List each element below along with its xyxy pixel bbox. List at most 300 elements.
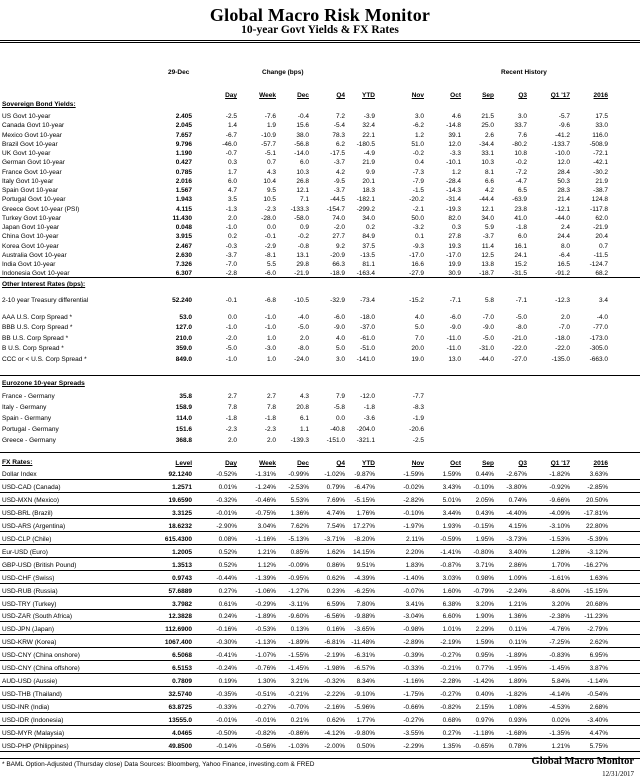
- bonds-value: -2.1: [412, 205, 424, 213]
- fx-value: -1.82%: [506, 691, 527, 699]
- bonds-value: -0.3: [225, 242, 237, 250]
- fx-value: 0.52%: [218, 561, 237, 569]
- fx-value: -2.22%: [324, 691, 345, 699]
- fx-row-level: 32.5740: [168, 691, 192, 699]
- bonds-value: -17.0: [409, 251, 424, 259]
- bonds-value: -7.2: [515, 168, 527, 176]
- level-header: Level: [175, 460, 192, 467]
- fx-value: -0.21%: [440, 665, 461, 673]
- bonds-value: -124.7: [589, 261, 608, 268]
- bonds-value: 0.1: [414, 233, 424, 241]
- bonds-row-name: US Govt 10-year: [2, 113, 51, 120]
- fx-value: 6.59%: [326, 600, 345, 608]
- spreads-value: -2.3: [264, 426, 276, 433]
- bonds-value: 22.1: [362, 131, 375, 139]
- fx-value: -11.23%: [584, 613, 608, 621]
- bonds-value: -2.8: [225, 270, 237, 278]
- fx-row-rule: [0, 725, 640, 726]
- fx-row-rule: [0, 738, 640, 739]
- fx-value: -0.27%: [255, 704, 276, 712]
- bonds-value: 4.2: [484, 187, 494, 194]
- spreads-value: -7.7: [412, 393, 424, 400]
- rates-value: -31.0: [479, 345, 494, 353]
- fx-value: -2.53%: [288, 483, 309, 491]
- fx-value: -1.27%: [288, 587, 309, 595]
- fx-value: -0.15%: [473, 522, 494, 530]
- bonds-value: 32.4: [362, 122, 375, 130]
- fx-value: 0.61%: [218, 600, 237, 608]
- bonds-value: -56.8: [294, 140, 309, 148]
- bonds-value: 12.0: [448, 140, 461, 148]
- fx-row-rule: [0, 609, 640, 610]
- bonds-value: -3.7: [333, 187, 345, 194]
- bonds-value: -4.7: [515, 177, 527, 185]
- fx-value: -6.56%: [324, 613, 345, 621]
- rates-value: -8.0: [515, 324, 527, 332]
- title-rule-1: [0, 40, 640, 41]
- fx-value: -1.95%: [506, 665, 527, 673]
- rates-value: -15.2: [409, 297, 424, 304]
- fx-value: -0.24%: [216, 665, 237, 673]
- fx-value: 6.60%: [442, 613, 461, 621]
- fx-row-level: 1.2005: [172, 548, 192, 556]
- fx-value: -0.65%: [473, 742, 494, 750]
- bonds-section-title: Sovereign Bond Yields:: [2, 101, 76, 108]
- fx-value: -2.19%: [440, 639, 461, 647]
- fx-value: 0.44%: [475, 471, 494, 478]
- bonds-row-level: 4.115: [176, 205, 192, 213]
- fx-value: -0.44%: [216, 574, 237, 582]
- fx-value: 5.84%: [551, 678, 570, 686]
- bonds-row-name: France Govt 10-year: [2, 168, 62, 176]
- bonds-value: -0.2: [297, 233, 309, 241]
- bonds-value: -3.2: [412, 224, 424, 231]
- fx-value: -0.76%: [255, 665, 276, 673]
- bonds-value: 1.2: [414, 131, 424, 139]
- spreads-section-title: Eurozone 10-year Spreads: [2, 380, 85, 387]
- bonds-value: 116.0: [592, 131, 608, 139]
- bonds-value: 124.8: [591, 196, 608, 204]
- fx-row-rule: [0, 479, 640, 480]
- fx-value: -0.98%: [403, 626, 424, 634]
- bonds-row-name: Mexico Govt 10-year: [2, 131, 62, 139]
- column-header-10: 2016: [593, 92, 608, 99]
- bonds-value: -0.2: [412, 150, 424, 157]
- spreads-value: -40.8: [330, 426, 345, 433]
- spreads-value: -20.6: [409, 426, 424, 433]
- fx-row-level: 615.4300: [164, 535, 192, 543]
- fx-value: 0.74%: [508, 496, 527, 504]
- bonds-value: -14.3: [446, 187, 461, 194]
- bonds-value: 10.5: [263, 196, 276, 204]
- bonds-value: 20.1: [362, 177, 375, 185]
- page-subtitle: 10-year Govt Yields & FX Rates: [241, 24, 399, 36]
- rates-value: -18.0: [360, 313, 375, 321]
- fx-row-name: USD-PHP (Philippines): [2, 742, 69, 750]
- fx-value: -0.87%: [440, 561, 461, 569]
- bonds-value: -34.4: [479, 140, 494, 148]
- bonds-value: -0.7: [225, 150, 237, 157]
- fx-value: -6.57%: [354, 665, 375, 673]
- bonds-value: -5.4: [333, 122, 345, 130]
- bonds-value: 50.0: [411, 214, 424, 222]
- bonds-value: 6.6: [484, 177, 494, 185]
- fx-value: -2.00%: [324, 742, 345, 750]
- bonds-value: -12.1: [555, 205, 570, 213]
- bonds-value: -3.7: [482, 233, 494, 241]
- fx-column-header-8: Q3: [518, 460, 527, 467]
- rates-value: -9.0: [449, 324, 461, 332]
- fx-value: -2.90%: [216, 522, 237, 530]
- bonds-value: 3.0: [517, 113, 527, 120]
- fx-value: 1.95%: [475, 535, 494, 543]
- bonds-value: -57.7: [261, 140, 276, 148]
- fx-value: -1.03%: [288, 742, 309, 750]
- bonds-value: -6.2: [412, 122, 424, 130]
- fx-value: 20.50%: [585, 496, 608, 504]
- bonds-value: 4.6: [451, 113, 461, 120]
- fx-value: -1.45%: [288, 665, 309, 673]
- fx-value: 1.63%: [589, 574, 608, 582]
- fx-row-rule: [0, 751, 640, 752]
- fx-value: -3.11%: [288, 600, 309, 608]
- bonds-value: -1.3: [225, 205, 237, 213]
- fx-value: 1.62%: [326, 548, 345, 556]
- bonds-value: 10.3: [481, 159, 494, 167]
- bonds-row-name: German Govt 10-year: [2, 159, 65, 167]
- fx-value: -1.89%: [255, 613, 276, 621]
- rates-value: -37.0: [360, 324, 375, 332]
- bonds-value: 2.6: [484, 131, 494, 139]
- bonds-value: -7.0: [225, 261, 237, 268]
- fx-value: -1.53%: [549, 535, 570, 543]
- bonds-value: -2.3: [264, 205, 276, 213]
- fx-value: -0.01%: [255, 717, 276, 725]
- spreads-row-level: 114.0: [176, 415, 192, 422]
- bonds-value: -58.0: [294, 214, 309, 222]
- bonds-row-name: Italy Govt 10-year: [2, 177, 54, 185]
- rates-row-level: 849.0: [175, 356, 192, 363]
- bonds-row-level: 0.427: [175, 159, 192, 167]
- bonds-value: -3.9: [363, 113, 375, 120]
- bonds-row-name: Turkey Govt 10-year: [2, 214, 62, 222]
- fx-value: -5.15%: [354, 496, 375, 504]
- fx-value: -9.87%: [354, 471, 375, 478]
- bonds-value: 34.0: [362, 214, 375, 222]
- fx-value: -0.82%: [440, 704, 461, 712]
- fx-value: 1.21%: [257, 548, 276, 556]
- bonds-row-level: 2.045: [175, 122, 192, 130]
- bonds-value: 0.2: [365, 224, 375, 231]
- fx-value: -0.39%: [403, 652, 424, 660]
- bonds-value: 18.3: [362, 187, 375, 194]
- bonds-row-name: China Govt 10-year: [2, 233, 59, 241]
- fx-value: -0.59%: [440, 535, 461, 543]
- fx-row-name: USD-CAD (Canada): [2, 483, 61, 491]
- fx-value: -3.73%: [506, 535, 527, 543]
- fx-value: 0.86%: [326, 561, 345, 569]
- fx-row-level: 1.3513: [172, 561, 192, 569]
- fx-value: -4.12%: [324, 730, 345, 737]
- fx-row-level: 92.1240: [168, 471, 192, 478]
- fx-row-level: 0.9743: [172, 574, 192, 582]
- spreads-value: -151.0: [326, 437, 345, 444]
- fx-value: -0.46%: [255, 496, 276, 504]
- rates-value: -5.0: [297, 324, 309, 332]
- fx-value: -16.27%: [583, 561, 608, 569]
- fx-value: 2.29%: [475, 626, 494, 634]
- bonds-value: -28.0: [261, 214, 276, 222]
- fx-value: -1.39%: [255, 574, 276, 582]
- spreads-value: -2.3: [225, 426, 237, 433]
- bonds-value: 25.0: [481, 122, 494, 130]
- fx-row-name: Dollar Index: [2, 471, 37, 478]
- rates-value: -24.0: [294, 356, 309, 363]
- fx-value: -5.96%: [354, 704, 375, 712]
- bonds-value: 6.5: [517, 187, 527, 194]
- bonds-value: -31.4: [446, 196, 461, 204]
- fx-value: -6.25%: [354, 587, 375, 595]
- fx-row-name: GBP-USD (British Pound): [2, 561, 77, 569]
- fx-value: 0.97%: [475, 717, 494, 725]
- fx-value: 7.80%: [356, 600, 375, 608]
- spreads-value: -139.3: [290, 437, 309, 444]
- bonds-value: 30.9: [448, 270, 461, 278]
- rates-value: 20.0: [411, 345, 424, 353]
- fx-value: 7.69%: [326, 496, 345, 504]
- fx-value: 0.02%: [551, 717, 570, 725]
- bonds-value: -1.5: [412, 187, 424, 194]
- rates-value: -5.0: [482, 334, 494, 342]
- bonds-value: -46.0: [222, 140, 237, 148]
- rates-value: -305.0: [589, 345, 608, 353]
- bonds-value: 78.3: [332, 131, 345, 139]
- fx-row-name: USD-THB (Thailand): [2, 691, 62, 699]
- fx-value: -8.60%: [549, 587, 570, 595]
- bonds-value: 3.0: [414, 113, 424, 120]
- bonds-value: 38.0: [296, 131, 309, 139]
- bonds-value: 0.4: [414, 159, 424, 167]
- bonds-value: 9.5: [266, 187, 276, 194]
- spreads-value: -12.0: [360, 393, 375, 400]
- fx-value: -1.89%: [288, 639, 309, 647]
- bonds-value: -0.1: [264, 233, 276, 241]
- fx-value: 2.86%: [508, 561, 527, 569]
- column-header-3: Q4: [336, 92, 345, 99]
- fx-value: -0.07%: [403, 587, 424, 595]
- bonds-value: 28.4: [557, 168, 570, 176]
- fx-value: -0.21%: [288, 691, 309, 699]
- rates-row-name: BBB U.S. Corp Spread *: [2, 324, 73, 332]
- fx-value: 0.27%: [218, 587, 237, 595]
- bonds-value: -3.7: [333, 159, 345, 167]
- fx-value: 1.90%: [475, 613, 494, 621]
- fx-value: -0.14%: [216, 742, 237, 750]
- fx-value: 1.59%: [442, 471, 461, 478]
- fx-value: -4.53%: [549, 704, 570, 712]
- bonds-value: -14.8: [446, 122, 461, 130]
- fx-value: -2.67%: [506, 471, 527, 478]
- bonds-value: -14.0: [294, 150, 309, 157]
- rates-value: -1.0: [225, 356, 237, 363]
- fx-value: 1.01%: [442, 626, 461, 634]
- fx-value: -4.09%: [549, 509, 570, 517]
- fx-value: 1.83%: [405, 561, 424, 569]
- fx-row-level: 18.6232: [168, 522, 192, 530]
- fx-value: 17.27%: [352, 522, 375, 530]
- bonds-value: -9.3: [412, 242, 424, 250]
- bonds-row-name: Japan Govt 10-year: [2, 224, 60, 231]
- bonds-value: 0.3: [227, 159, 237, 167]
- fx-value: -1.18%: [473, 730, 494, 737]
- bonds-value: 34.0: [481, 214, 494, 222]
- fx-column-header-6: Oct: [450, 460, 461, 467]
- fx-value: -3.40%: [587, 717, 608, 725]
- bonds-value: 20.4: [595, 233, 608, 241]
- bonds-value: 8.1: [484, 168, 494, 176]
- rates-value: -32.9: [330, 297, 345, 304]
- fx-value: 1.35%: [442, 742, 461, 750]
- bonds-row-level: 11.430: [172, 214, 192, 222]
- bonds-value: -0.4: [297, 113, 309, 120]
- spreads-value: -8.3: [412, 404, 424, 411]
- rates-row-name: 2-10 year Treasury differential: [2, 297, 89, 304]
- fx-value: 0.11%: [509, 639, 527, 647]
- fx-row-name: USD-KRW (Korea): [2, 639, 57, 647]
- fx-value: -6.31%: [354, 652, 375, 660]
- bonds-value: 2.4: [560, 224, 570, 231]
- bonds-value: -10.0: [555, 150, 570, 157]
- bonds-value: 12.5: [481, 251, 494, 259]
- fx-row-name: USD-ARS (Argentina): [2, 522, 66, 530]
- fx-value: 1.93%: [442, 522, 461, 530]
- fx-value: 0.85%: [290, 548, 309, 556]
- spreads-value: 7.8: [227, 404, 237, 411]
- bonds-value: 13.8: [481, 261, 494, 268]
- fx-row-level: 1067.400: [164, 639, 192, 647]
- bonds-value: 24.4: [557, 233, 570, 241]
- bonds-row-name: UK Govt 10-year: [2, 150, 51, 157]
- bonds-value: -5.1: [264, 150, 276, 157]
- bonds-value: 10.4: [263, 177, 276, 185]
- bonds-value: 8.0: [560, 242, 570, 250]
- bonds-value: -133.3: [290, 205, 309, 213]
- bonds-value: 2.0: [227, 214, 237, 222]
- fx-value: -7.25%: [549, 639, 570, 647]
- fx-value: -2.29%: [403, 742, 424, 750]
- rates-value: -6.8: [264, 297, 276, 304]
- fx-row-rule: [0, 686, 640, 687]
- fx-value: -2.79%: [587, 626, 608, 634]
- bonds-row-level: 7.657: [175, 131, 192, 139]
- bonds-value: -9.5: [333, 177, 345, 185]
- rates-value: -7.0: [558, 324, 570, 332]
- bonds-value: 0.0: [266, 224, 276, 231]
- bonds-value: 66.3: [332, 261, 345, 268]
- fx-value: 0.95%: [475, 652, 494, 660]
- bonds-value: 33.1: [481, 150, 494, 157]
- bonds-value: 0.7: [598, 242, 608, 250]
- fx-value: 0.43%: [475, 509, 494, 517]
- fx-value: -1.98%: [324, 665, 345, 673]
- fx-value: 3.87%: [589, 665, 608, 673]
- history-group-header: Recent History: [501, 69, 547, 76]
- fx-value: -0.10%: [473, 483, 494, 491]
- fx-value: -9.88%: [354, 613, 375, 621]
- rates-value: -22.0: [555, 345, 570, 353]
- fx-row-level: 6.5068: [172, 652, 192, 660]
- change-group-header: Change (bps): [262, 69, 304, 76]
- report-date: 12/31/2017: [602, 770, 634, 778]
- fx-value: -3.12%: [587, 548, 608, 556]
- fx-value: -1.89%: [506, 652, 527, 660]
- fx-value: -0.92%: [549, 483, 570, 491]
- fx-value: 7.54%: [326, 522, 345, 530]
- bonds-value: -508.9: [589, 140, 608, 148]
- rates-value: 3.0: [335, 356, 345, 363]
- bonds-row-level: 7.326: [175, 261, 192, 268]
- level-date-header: 29-Dec: [168, 69, 190, 76]
- bonds-value: 12.0: [557, 159, 570, 167]
- fx-value: -3.65%: [354, 626, 375, 634]
- fx-row-level: 1.2571: [172, 483, 192, 491]
- fx-value: -0.75%: [255, 509, 276, 517]
- fx-value: -2.85%: [587, 483, 608, 491]
- fx-value: 3.44%: [442, 509, 461, 517]
- fx-value: -3.04%: [403, 613, 424, 621]
- spreads-value: 7.9: [335, 393, 345, 400]
- fx-row-name: USD-CNY (China onshore): [2, 652, 80, 660]
- rates-value: -8.0: [297, 345, 309, 353]
- fx-value: -9.66%: [549, 496, 570, 504]
- fx-value: 0.27%: [442, 730, 461, 737]
- fx-value: -0.32%: [216, 496, 237, 504]
- fx-row-name: USD-BRL (Brazil): [2, 509, 53, 517]
- bonds-value: 5.5: [266, 261, 276, 268]
- spreads-value: -1.8: [264, 415, 276, 422]
- fx-value: 0.21%: [290, 717, 309, 725]
- spreads-value: -2.5: [412, 437, 424, 444]
- fx-value: 20.68%: [585, 600, 608, 608]
- bonds-value: 1.7: [227, 168, 237, 176]
- fx-value: 4.47%: [589, 730, 608, 737]
- spreads-row-level: 35.8: [179, 393, 192, 400]
- fx-value: 2.62%: [589, 639, 608, 647]
- fx-value: 0.19%: [218, 678, 237, 686]
- bonds-value: 84.9: [362, 233, 375, 241]
- rates-row-level: 359.0: [175, 345, 192, 353]
- bonds-value: 33.0: [595, 122, 608, 130]
- rates-value: -3.0: [264, 345, 276, 353]
- bonds-value: -44.0: [555, 214, 570, 222]
- bonds-value: 4.7: [227, 187, 237, 194]
- column-header-6: Oct: [450, 92, 461, 99]
- bonds-value: -28.4: [446, 177, 461, 185]
- page-title: Global Macro Risk Monitor: [209, 5, 431, 25]
- fx-row-name: USD-INR (India): [2, 704, 50, 712]
- fx-value: 0.50%: [356, 742, 375, 750]
- rates-value: 13.0: [448, 356, 461, 363]
- bonds-value: 5.9: [484, 224, 494, 231]
- bonds-value: 23.8: [514, 205, 527, 213]
- spreads-value: 6.1: [299, 415, 309, 422]
- rates-value: 0.0: [227, 313, 237, 321]
- fx-row-rule: [0, 712, 640, 713]
- fx-row-level: 57.6889: [168, 587, 192, 595]
- rates-value: -1.0: [264, 313, 276, 321]
- spreads-row-name: Portugal - Germany: [2, 426, 59, 433]
- fx-value: -1.16%: [255, 535, 276, 543]
